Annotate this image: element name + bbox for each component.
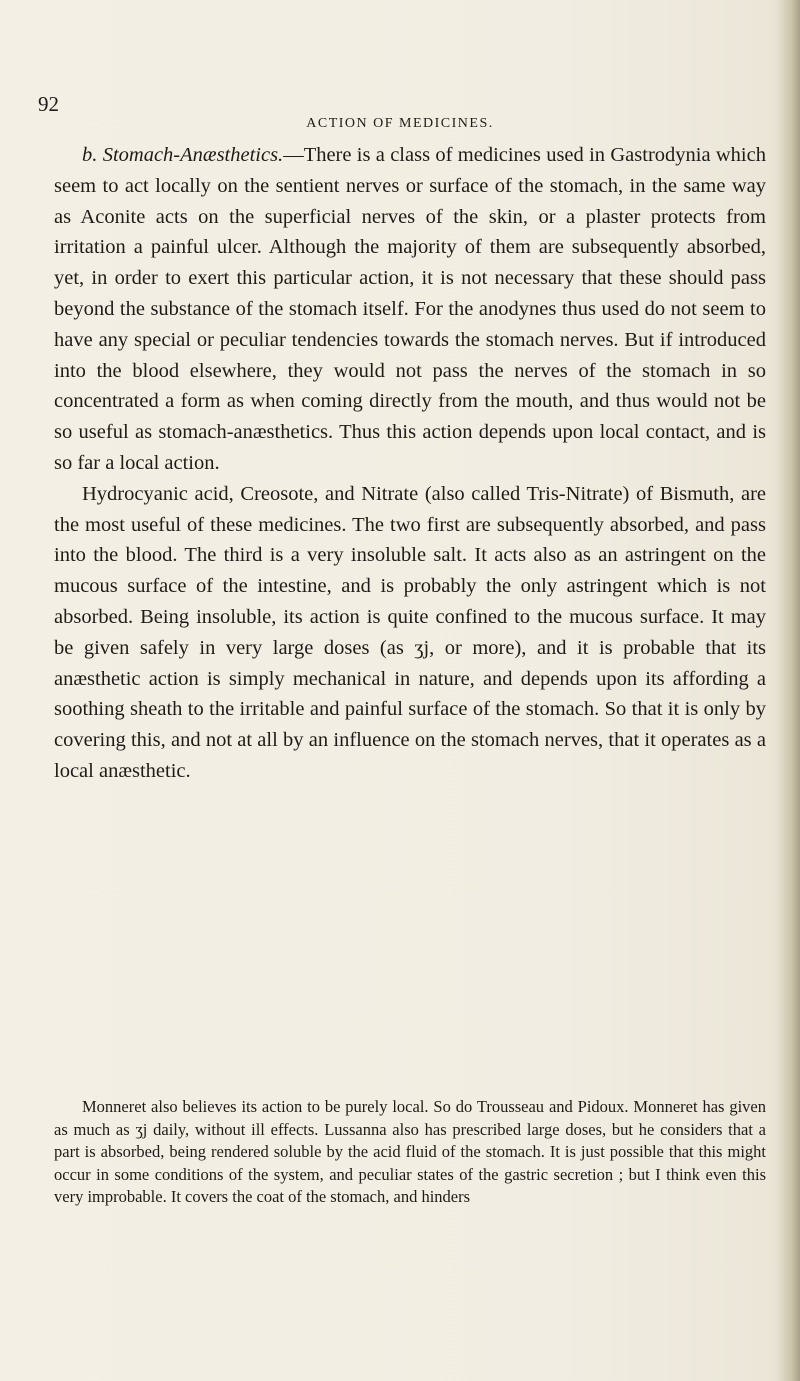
paragraph-stomach-anaesthetics xyxy=(54,140,766,479)
section-label: b. Stomach-Anæsthetics. xyxy=(82,144,284,166)
small-print-note xyxy=(54,1096,766,1209)
page-number: 92 xyxy=(38,92,59,116)
paragraph-hydrocyanic-acid: Hydrocyanic acid, Creosote, and Nitrate (also called Tris-Nitrate) of Bismuth, are the most useful of these medicines. The two first are subsequently absorbed, and pass into the blood. The third is a very insoluble salt. It acts also as an astringent on the mucous surface of the intestine, and is probably the only astringent which is not absorbed. Being insoluble, its action is quite confined to the mucous surface. It may be given safely in very large doses (as ʒj, or more), and it is probable that its anæsthetic action is simply mechanical in nature, and depends upon its affording a soothing sheath to the irritable and painful surface of the stomach. So that it is only by covering this, and not at all by an influence on the stomach nerves, that it operates as a local anæsthetic. xyxy=(54,482,766,782)
running-head: ACTION OF MEDICINES. xyxy=(306,116,494,131)
page-edge-shadow xyxy=(778,0,800,1381)
main-text xyxy=(54,140,766,787)
note-paragraph: Monneret also believes its action to be purely local. So do Trousseau and Pidoux. Monneret has given as much as ʒj daily, without ill effects. Lussanna also has prescribed large doses, but he considers that a part is absorbed, being rendered soluble by the acid fluid of the stomach. It is just possible that this might occur in some conditions of the system, and peculiar states of the gastric secretion ; but I think even this very improbable. It covers the coat of the stomach, and hinders xyxy=(54,1097,766,1206)
paragraph-1-text: —There is a class of medicines used in Gastrodynia which seem to act locally on the sentient nerves or surface of the stomach, in the same way as Aconite acts on the superficial nerves of the skin, or a plaster protects from irritation a painful ulcer. Although the majority of them are subsequently absorbed, yet, in order to exert this particular action, it is not necessary that these should pass beyond the substance of the stomach itself. For the anodynes thus used do not seem to have any special or peculiar tendencies towards the stomach nerves. But if introduced into the blood elsewhere, they would not pass the nerves of the stomach in so concentrated a form as when coming directly from the mouth, and thus would not be so useful as stomach-anæsthetics. Thus this action depends upon local contact, and is so far a local action. xyxy=(54,144,766,474)
